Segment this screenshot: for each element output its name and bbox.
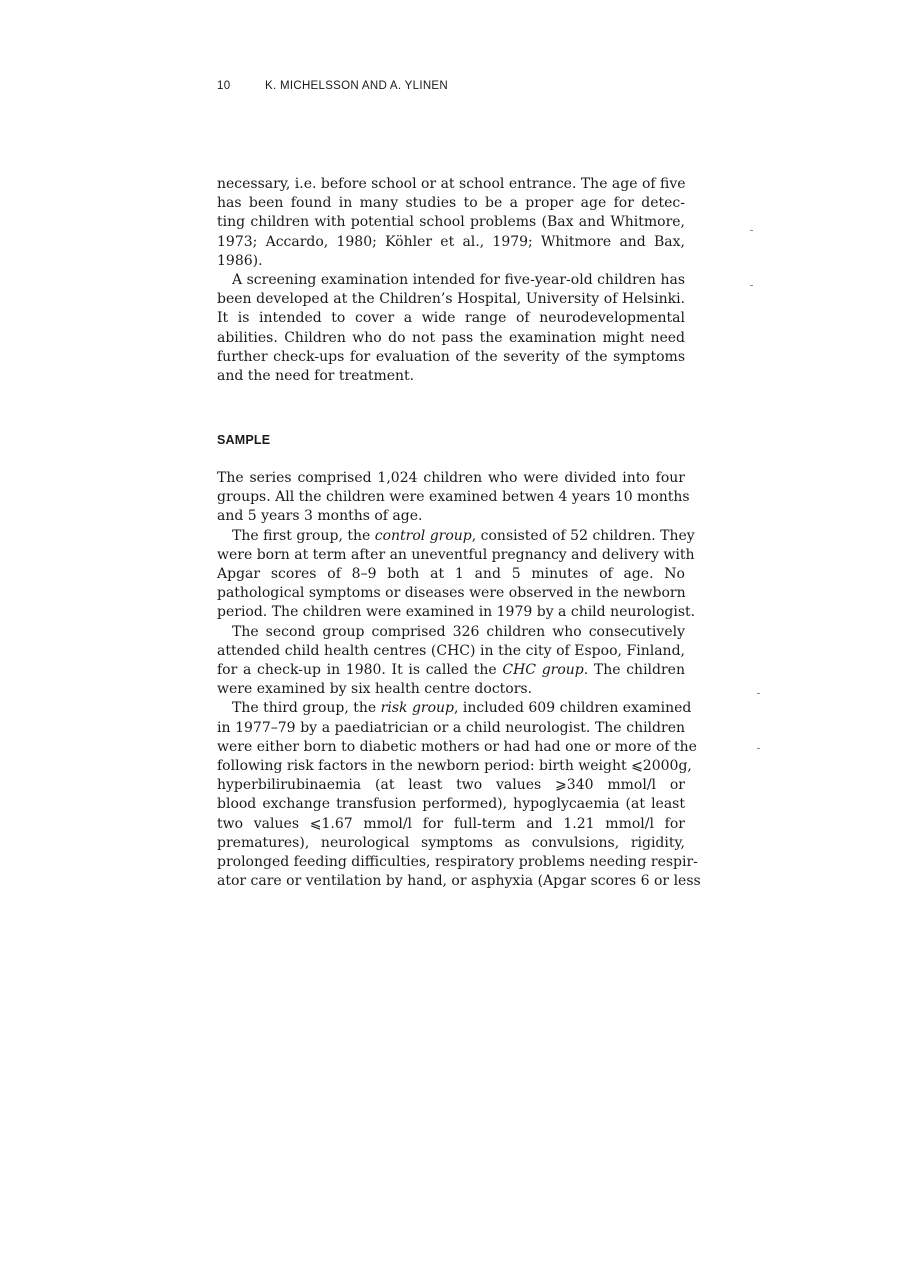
text-line: It is intended to cover a wide range of neurodevelopmental	[217, 310, 685, 327]
intro-section	[217, 175, 685, 386]
text-run: . The children	[583, 662, 685, 679]
scan-speck	[757, 693, 760, 694]
text-run: The third group, the	[232, 700, 381, 717]
text-line: were examined by six health centre doctors.	[217, 681, 533, 698]
text-line: were either born to diabetic mothers or had had one or more of the	[217, 738, 697, 755]
text-line: attended child health centres (CHC) in the city of Espoo, Finland,	[217, 642, 685, 659]
scan-speck	[750, 230, 753, 231]
sample-paragraph-3	[217, 623, 685, 700]
text-line: abilities. Children who do not pass the examination might need	[217, 329, 685, 346]
text-line: period. The children were examined in 1979 by a child neurologist.	[217, 604, 696, 621]
text-line: prematures), neurological symptoms as convulsions, rigidity,	[217, 834, 685, 851]
intro-paragraph-1	[217, 175, 685, 271]
italic-term-control-group: control group	[374, 527, 472, 544]
text-line: following risk factors in the newborn period: birth weight ⩽2000g,	[217, 758, 692, 775]
text-line: were born at term after an uneventful pregnancy and delivery with	[217, 546, 695, 563]
text-line: and the need for treatment.	[217, 368, 415, 385]
intro-paragraph-2	[217, 271, 685, 386]
text-line: ator care or ventilation by hand, or asphyxia (Apgar scores 6 or less	[217, 873, 701, 890]
text-line: in 1977–79 by a paediatrician or a child neurologist. The children	[217, 719, 685, 736]
scan-speck	[750, 285, 753, 286]
text-line: groups. All the children were examined betwen 4 years 10 months	[217, 489, 690, 506]
text-run: The first group, the	[232, 527, 375, 544]
sample-section	[217, 469, 701, 891]
text-line: prolonged feeding difficulties, respiratory problems needing respir-	[217, 854, 698, 871]
text-line: and 5 years 3 months of age.	[217, 508, 423, 525]
text-line: necessary, i.e. before school or at school entrance. The age of five	[217, 176, 686, 192]
text-line: ting children with potential school problems (Bax and Whitmore,	[217, 214, 685, 231]
text-line: further check-ups for evaluation of the severity of the symptoms	[217, 348, 685, 365]
text-line	[217, 527, 695, 546]
text-run: , included 609 children examined	[454, 700, 692, 717]
text-line: The series comprised 1,024 children who were divided into four	[217, 470, 685, 486]
text-run: , consisted of 52 children. They	[471, 527, 695, 544]
text-line: 1973; Accardo, 1980; Köhler et al., 1979; Whitmore and Bax,	[217, 233, 685, 250]
sample-paragraph-1	[217, 469, 690, 527]
running-head-authors: K. MICHELSSON AND A. YLINEN	[265, 80, 448, 92]
text-line: been developed at the Children’s Hospital, University of Helsinki.	[217, 291, 685, 308]
page-number: 10	[217, 80, 231, 92]
sample-paragraph-2	[217, 527, 696, 623]
text-line: The second group comprised 326 children who consecutively	[232, 623, 685, 640]
scan-speck	[757, 748, 760, 749]
section-heading-sample: SAMPLE	[217, 433, 271, 447]
text-line: two values ⩽1.67 mmol/l for full-term and 1.21 mmol/l for	[217, 815, 685, 832]
italic-term-chc-group: CHC group	[502, 662, 584, 679]
text-line	[217, 661, 685, 680]
text-line	[217, 699, 692, 718]
text-line: 1986).	[217, 252, 263, 269]
italic-term-risk-group: risk group	[380, 700, 455, 717]
sample-paragraph-4	[217, 699, 701, 891]
running-head	[217, 80, 448, 92]
text-line: blood exchange transfusion performed), hypoglycaemia (at least	[217, 796, 685, 813]
text-run: for a check-up in 1980. It is called the	[217, 662, 503, 679]
text-line: pathological symptoms or diseases were observed in the newborn	[217, 585, 686, 602]
text-line: has been found in many studies to be a proper age for detec-	[217, 195, 685, 212]
text-line: Apgar scores of 8–9 both at 1 and 5 minutes of age. No	[217, 566, 685, 583]
text-line: hyperbilirubinaemia (at least two values ⩾340 mmol/l or	[217, 777, 685, 794]
text-line: A screening examination intended for five-year-old children has	[232, 272, 685, 289]
